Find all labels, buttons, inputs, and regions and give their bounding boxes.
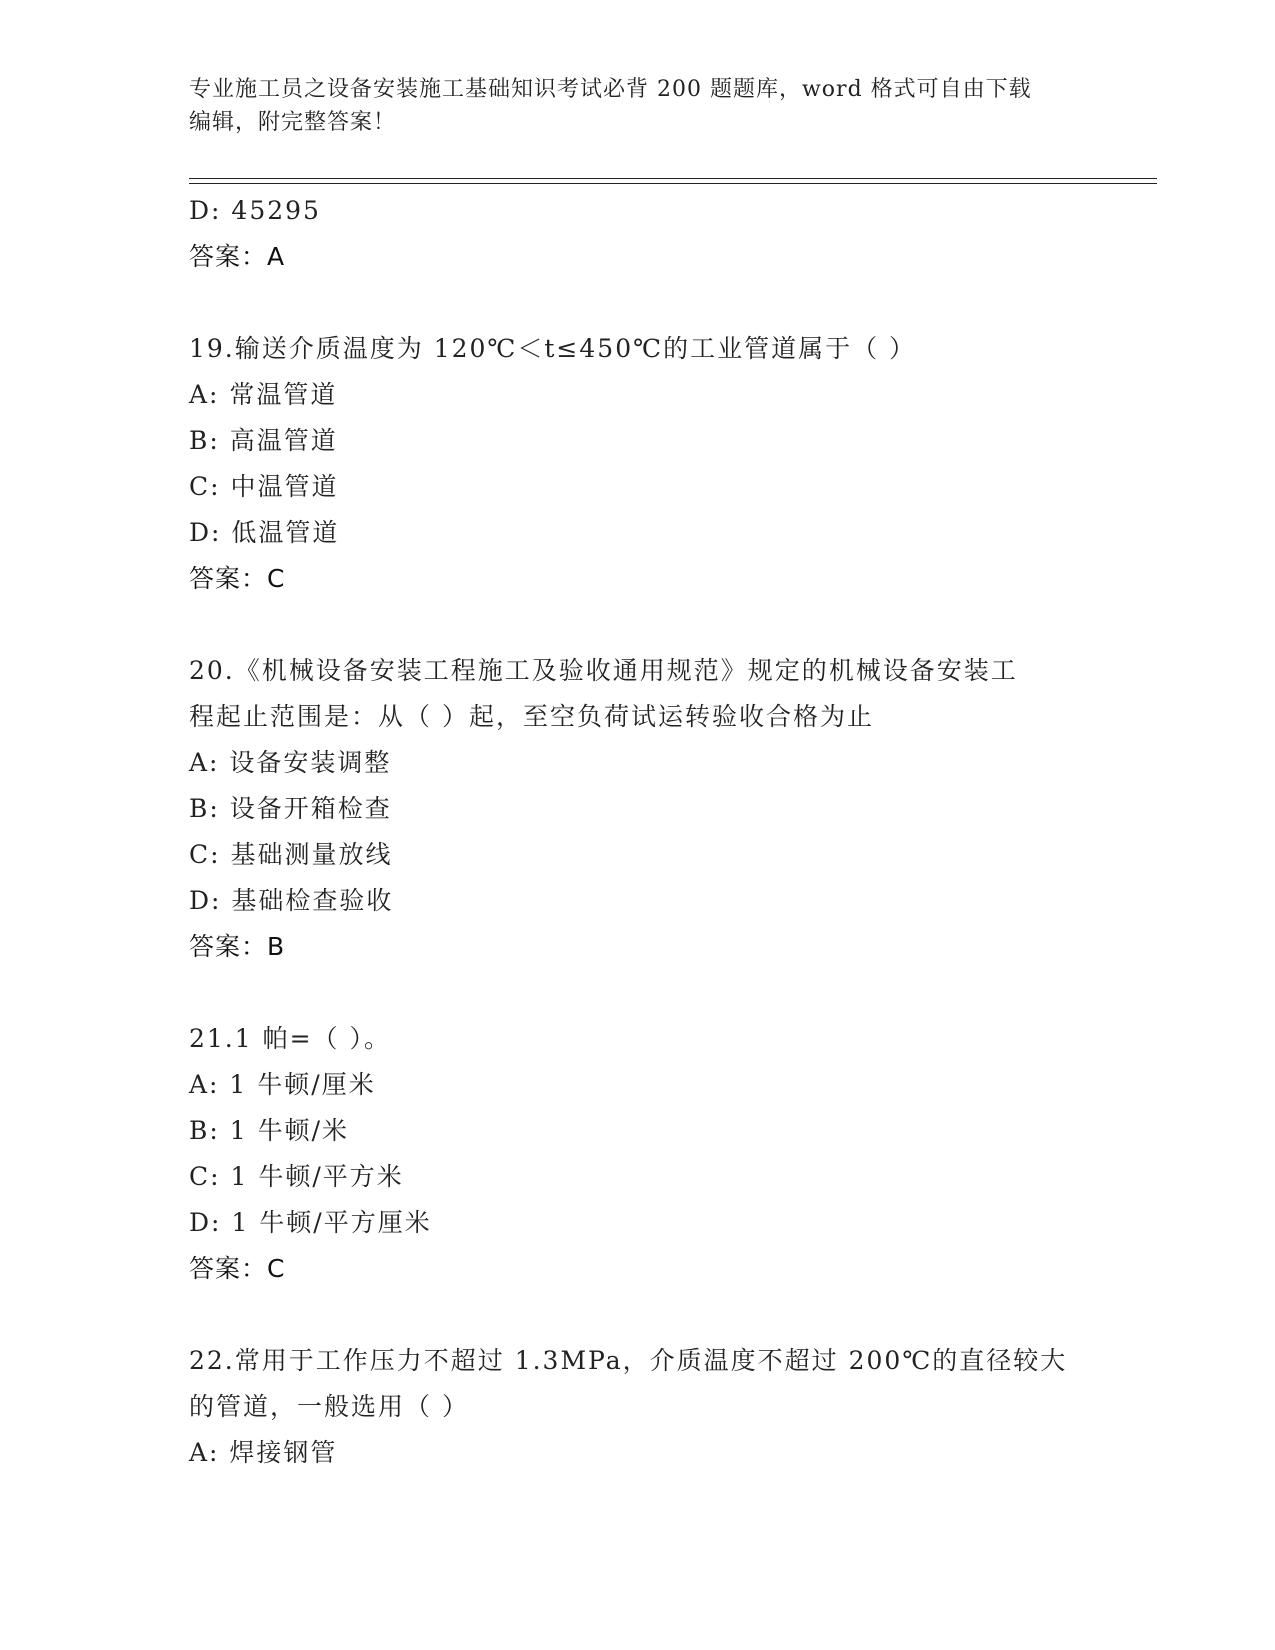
option-d: D: 低温管道	[189, 518, 340, 547]
answer: 答案：C	[189, 564, 286, 593]
option-b: B: 设备开箱检查	[189, 794, 392, 823]
option-a: A: 焊接钢管	[189, 1438, 338, 1467]
page-header	[189, 73, 1089, 139]
option-c: C: 1 牛顿/平方米	[189, 1162, 404, 1191]
option-a: A: 1 牛顿/厘米	[189, 1070, 376, 1099]
header-divider-top	[189, 178, 1157, 179]
option-b: B: 高温管道	[189, 426, 338, 455]
option-a: A: 常温管道	[189, 380, 338, 409]
answer: 答案：B	[189, 932, 286, 961]
spacer	[189, 602, 1089, 648]
header-divider-bottom	[189, 183, 1157, 184]
option-d: D: 1 牛顿/平方厘米	[189, 1208, 432, 1237]
option-a: A: 设备安装调整	[189, 748, 392, 777]
prev-option-d: D: 45295	[189, 196, 321, 225]
question-text: 21.1 帕=（ ）。	[189, 1024, 392, 1053]
answer: 答案：C	[189, 1254, 286, 1283]
prev-answer: 答案：A	[189, 242, 286, 271]
spacer	[189, 280, 1089, 326]
question-text: 19.输送介质温度为 120℃＜t≤450℃的工业管道属于（ ）	[189, 334, 917, 363]
question-block	[189, 1338, 1089, 1476]
spacer	[189, 970, 1089, 1016]
option-c: C: 中温管道	[189, 472, 339, 501]
question-block	[189, 1016, 1089, 1292]
option-d: D: 基础检查验收	[189, 886, 394, 915]
question-text-continued: 程起止范围是：从（ ）起，至空负荷试运转验收合格为止	[189, 702, 874, 731]
question-text: 22.常用于工作压力不超过 1.3MPa，介质温度不超过 200℃的直径较大	[189, 1346, 1068, 1375]
question-text-continued: 的管道，一般选用（ ）	[189, 1392, 469, 1421]
header-line-1: 专业施工员之设备安装施工基础知识考试必背 200 题题库，word 格式可自由下载	[189, 77, 1032, 102]
question-block	[189, 326, 1089, 602]
question-list	[189, 188, 1089, 1476]
header-line-2: 编辑，附完整答案！	[189, 110, 397, 135]
option-b: B: 1 牛顿/米	[189, 1116, 350, 1145]
spacer	[189, 1292, 1089, 1338]
question-block	[189, 648, 1089, 970]
question-text: 20.《机械设备安装工程施工及验收通用规范》规定的机械设备安装工	[189, 656, 1018, 685]
option-c: C: 基础测量放线	[189, 840, 393, 869]
